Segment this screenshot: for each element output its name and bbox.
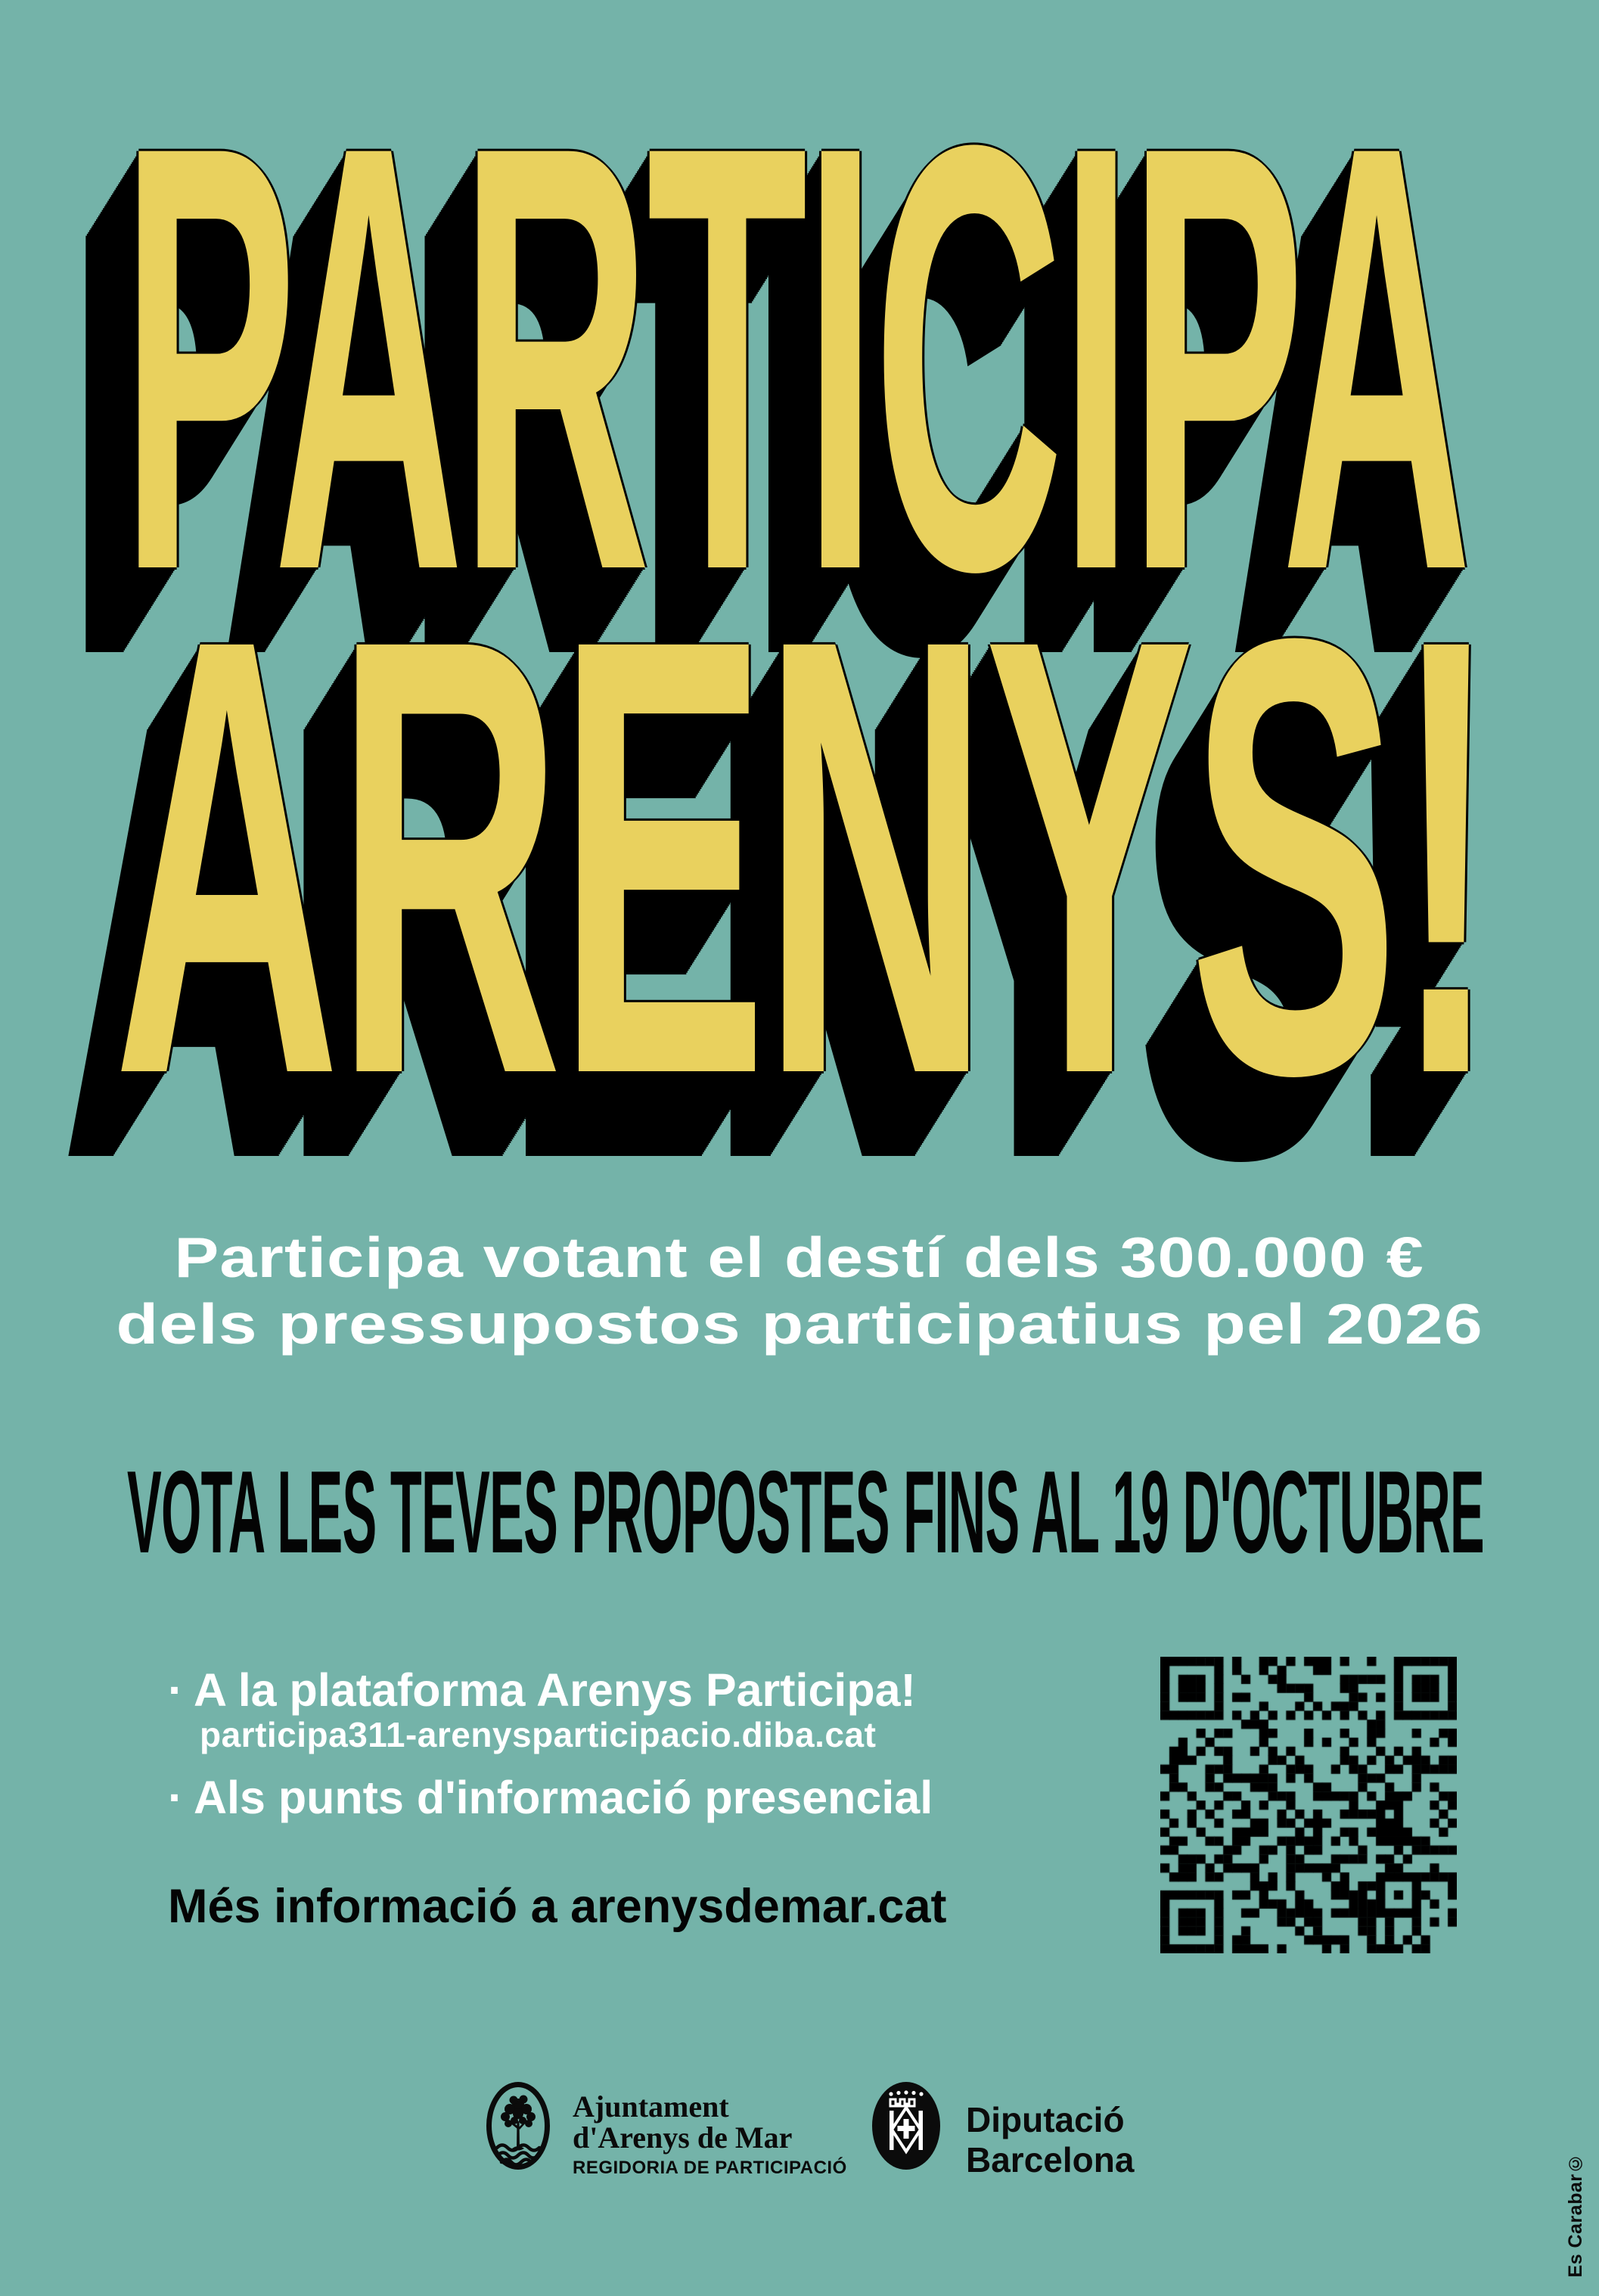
diputacio-logo	[872, 2082, 940, 2173]
channel-platform-label: A la plataforma Arenys Participa!	[194, 1664, 916, 1716]
subtitle-line-1: Participa votant el destí dels 300.000 €	[174, 1226, 1425, 1289]
subtitle	[0, 1224, 1599, 1357]
ajuntament-name-line-1: Ajuntament	[573, 2089, 729, 2124]
channel-inperson-label: Als punts d'informació presencial	[194, 1772, 933, 1823]
regidoria-label: REGIDORIA DE PARTICIPACIÓ	[573, 2158, 847, 2178]
crown-shield-emblem-icon	[872, 2082, 940, 2170]
diputacio-name-block	[966, 2100, 1134, 2180]
ajuntament-name-block	[573, 2091, 847, 2177]
title-line-1: PARTICIPA	[121, 20, 1468, 696]
channel-item-platform	[168, 1664, 916, 1716]
tree-and-waves-crest-icon	[486, 2082, 550, 2170]
bullet-dot: ·	[168, 1772, 184, 1823]
title-block-line-2	[113, 510, 1599, 1203]
diputacio-name-line-2: Barcelona	[966, 2140, 1135, 2179]
credit-vertical: Es Carabar©	[1565, 2152, 1586, 2278]
qr-code	[1160, 1657, 1457, 1953]
ajuntament-name-line-2: d'Arenys de Mar	[573, 2120, 793, 2155]
channel-item-inperson	[168, 1772, 933, 1823]
diputacio-name-line-1: Diputació	[966, 2100, 1125, 2139]
subtitle-line-2: dels pressupostos participatius pel 2026	[116, 1292, 1483, 1356]
bullet-dot: ·	[168, 1664, 184, 1716]
ajuntament-logo	[486, 2082, 550, 2173]
deadline-heading-block	[127, 1446, 1599, 1577]
more-info-text: Més informació a arenysdemar.cat	[168, 1880, 947, 1933]
channel-platform-url: participa311-arenysparticipacio.diba.cat	[200, 1715, 877, 1754]
deadline-heading: VOTA LES TEVES PROPOSTES FINS AL 19 D'OCTUBRE	[127, 1446, 1485, 1577]
title-line-2: ARENYS!	[113, 510, 1495, 1203]
